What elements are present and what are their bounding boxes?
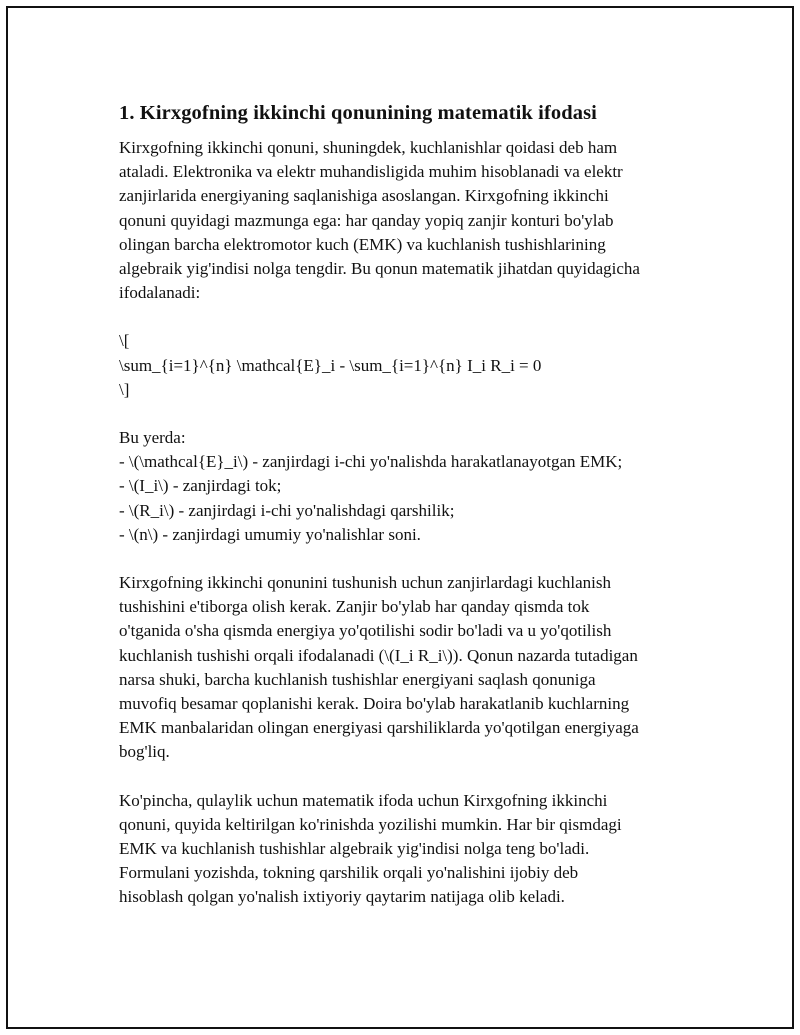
text-line: tushishini e'tiborga olish kerak. Zanjir bo'ylab har qanday qismda tok bbox=[119, 597, 590, 617]
definitions-heading: Bu yerda: bbox=[119, 428, 186, 448]
text-line: o'tganida o'sha qismda energiya yo'qotilishi sodir bo'ladi va u yo'qotilish bbox=[119, 621, 612, 641]
text-line: EMK manbalaridan olingan energiyasi qarshiliklarda yo'qotilgan energiyaga bbox=[119, 718, 639, 738]
text-line: ataladi. Elektronika va elektr muhandisligida muhim hisoblanadi va elektr bbox=[119, 162, 623, 182]
explanation-paragraph bbox=[119, 571, 699, 765]
text-line: muvofiq besamar qoplanishi kerak. Doira bo'ylab harakatlanib kuchlarning bbox=[119, 694, 630, 714]
text-line: Kirxgofning ikkinchi qonunini tushunish uchun zanjirlardagi kuchlanish bbox=[119, 573, 611, 593]
text-line: Ko'pincha, qulaylik uchun matematik ifoda uchun Kirxgofning ikkinchi bbox=[119, 790, 608, 810]
formula-line: \] bbox=[119, 379, 130, 399]
formula-line: \[ bbox=[119, 331, 130, 351]
formula-line: \sum_{i=1}^{n} \mathcal{E}_i - \sum_{i=1}^{n} I_i R_i = 0 bbox=[119, 355, 542, 375]
document-body bbox=[119, 100, 699, 910]
text-line: narsa shuki, barcha kuchlanish tushishlar energiyani saqlash qonuniga bbox=[119, 669, 596, 689]
text-line: hisoblash qolgan yo'nalish ixtiyoriy qaytarim natijaga olib keladi. bbox=[119, 887, 565, 907]
text-line: olingan barcha elektromotor kuch (EMK) va kuchlanish tushishlarining bbox=[119, 234, 606, 254]
text-line: qonuni, quyida keltirilgan ko'rinishda yozilishi mumkin. Har bir qismdagi bbox=[119, 814, 622, 834]
text-line: qonuni quyidagi mazmunga ega: har qanday yopiq zanjir konturi bo'ylab bbox=[119, 210, 614, 230]
text-line: EMK va kuchlanish tushishlar algebraik yig'indisi nolga teng bo'ladi. bbox=[119, 839, 590, 859]
text-line: ifodalanadi: bbox=[119, 283, 201, 303]
definition-item: - \(\mathcal{E}_i\) - zanjirdagi i-chi yo'nalishda harakatlanayotgan EMK; bbox=[119, 452, 623, 472]
text-line: bog'liq. bbox=[119, 742, 170, 762]
formula-block bbox=[119, 329, 699, 402]
document-title: 1. Kirxgofning ikkinchi qonunining matematik ifodasi bbox=[119, 102, 597, 124]
closing-paragraph bbox=[119, 789, 699, 910]
definition-item: - \(R_i\) - zanjirdagi i-chi yo'nalishdagi qarshilik; bbox=[119, 500, 455, 520]
definition-item: - \(I_i\) - zanjirdagi tok; bbox=[119, 476, 282, 496]
text-line: Formulani yozishda, tokning qarshilik orqali yo'nalishini ijobiy deb bbox=[119, 863, 579, 883]
text-line: kuchlanish tushishi orqali ifodalanadi (\(I_i R_i\)). Qonun nazarda tutadigan bbox=[119, 645, 638, 665]
intro-paragraph bbox=[119, 136, 699, 305]
text-line: algebraik yig'indisi nolga tengdir. Bu qonun matematik jihatdan quyidagicha bbox=[119, 259, 640, 279]
definition-item: - \(n\) - zanjirdagi umumiy yo'nalishlar soni. bbox=[119, 524, 421, 544]
text-line: zanjirlarida energiyaning saqlanishiga asoslangan. Kirxgofning ikkinchi bbox=[119, 186, 609, 206]
page-frame bbox=[6, 6, 794, 1029]
definitions-list bbox=[119, 426, 699, 547]
text-line: Kirxgofning ikkinchi qonuni, shuningdek, kuchlanishlar qoidasi deb ham bbox=[119, 138, 618, 157]
